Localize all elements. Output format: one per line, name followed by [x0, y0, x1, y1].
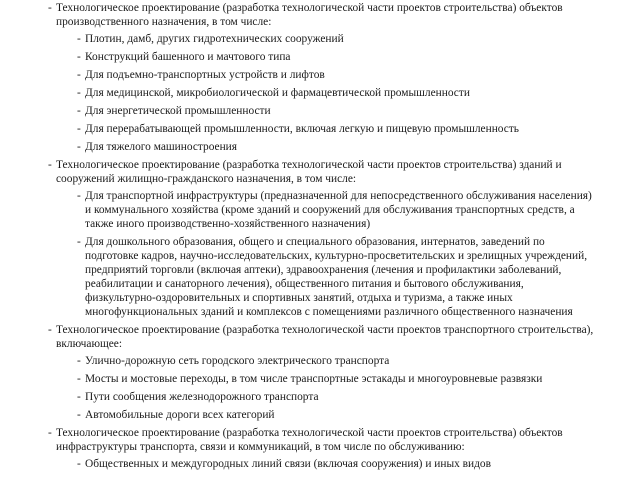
section-heading: Технологическое проектирование (разработка технологической части проектов строительства) объектов инфраструктуры транспорта, связи и коммуникаций, в том числе по обслуживанию:: [56, 427, 563, 453]
list-item: [77, 408, 596, 422]
list-item: [77, 372, 596, 386]
list-dash: -: [77, 87, 81, 99]
list-item: [77, 86, 596, 100]
sublist: [77, 457, 596, 471]
list-item: [77, 457, 596, 471]
list-item: [77, 50, 596, 64]
list-dash: -: [48, 2, 52, 14]
list-dash: -: [77, 105, 81, 117]
list-item-text: Для транспортной инфраструктуры (предназначенной для непосредственного обслуживания населения) и коммунального хозяйства (кроме зданий и сооружений для обслуживания транспортных средств, а также иного производственно-хозяйственного назначения): [85, 190, 592, 230]
list-item-text: Автомобильные дороги всех категорий: [85, 409, 275, 421]
list-item-text: Для энергетической промышленности: [85, 105, 271, 117]
list-item: [77, 32, 596, 46]
list-item-text: Для тяжелого машиностроения: [85, 141, 238, 153]
list-dash: -: [77, 391, 81, 403]
list-item-text: Улично-дорожную сеть городского электрического транспорта: [85, 355, 390, 367]
sublist: [77, 189, 596, 319]
list-item: [77, 189, 596, 231]
section-list: [48, 1, 596, 471]
list-item-text: Плотин, дамб, других гидротехнических сооружений: [85, 33, 344, 45]
list-dash: -: [48, 324, 52, 336]
list-item-text: Для медицинской, микробиологической и фармацевтической промышленности: [85, 87, 470, 99]
list-dash: -: [77, 33, 81, 45]
section-infrastructure: [48, 426, 596, 471]
list-item-text: Для перерабатывающей промышленности, включая легкую и пищевую промышленность: [85, 123, 520, 135]
list-dash: -: [77, 123, 81, 135]
list-dash: -: [48, 159, 52, 171]
list-dash: -: [77, 458, 81, 470]
list-dash: -: [77, 190, 81, 202]
list-dash: -: [48, 427, 52, 439]
list-dash: -: [77, 141, 81, 153]
list-dash: -: [77, 51, 81, 63]
list-item-text: Мосты и мостовые переходы, в том числе транспортные эстакады и многоуровневые развязки: [85, 373, 543, 385]
section-transport: [48, 323, 596, 422]
list-item: [77, 354, 596, 368]
list-dash: -: [77, 236, 81, 248]
section-production: [48, 1, 596, 154]
list-item-text: Общественных и междугородных линий связи (включая сооружения) и иных видов: [85, 458, 491, 470]
list-dash: -: [77, 69, 81, 81]
list-dash: -: [77, 409, 81, 421]
list-item-text: Конструкций башенного и мачтового типа: [85, 51, 291, 63]
section-civil: [48, 158, 596, 319]
sublist: [77, 32, 596, 154]
list-item-text: Для подъемно-транспортных устройств и лифтов: [85, 69, 325, 81]
sublist: [77, 354, 596, 422]
list-item: [77, 68, 596, 82]
list-item: [77, 390, 596, 404]
list-item: [77, 235, 596, 319]
list-item: [77, 122, 596, 136]
list-dash: -: [77, 355, 81, 367]
section-heading: Технологическое проектирование (разработка технологической части проектов строительства) объектов производственного назначения, в том числе:: [56, 2, 563, 28]
list-item: [77, 104, 596, 118]
list-dash: -: [77, 373, 81, 385]
section-heading: Технологическое проектирование (разработка технологической части проектов транспортного строительства), включающее:: [56, 324, 594, 350]
list-item-text: Пути сообщения железнодорожного транспорта: [85, 391, 319, 403]
section-heading: Технологическое проектирование (разработка технологической части проектов строительства) зданий и сооружений жилищно-гражданского назначения, в том числе:: [56, 159, 562, 185]
list-item: [77, 140, 596, 154]
list-item-text: Для дошкольного образования, общего и специального образования, интернатов, заведений по подготовке кадров, научно-исследовательских, культурно-просветительских и зрелищных учреждений, предприятий торговли (включая аптеки), здравоохранения (лечения и профилактики заболеваний, реабилитации и санаторного лечения), общественного питания и бытового обслуживания, физкультурно-оздоровительных и спортивных занятий, отдыха и туризма, а также иных многофункциональных зданий и комплексов с помещениями различного общественного назначения: [85, 236, 588, 318]
